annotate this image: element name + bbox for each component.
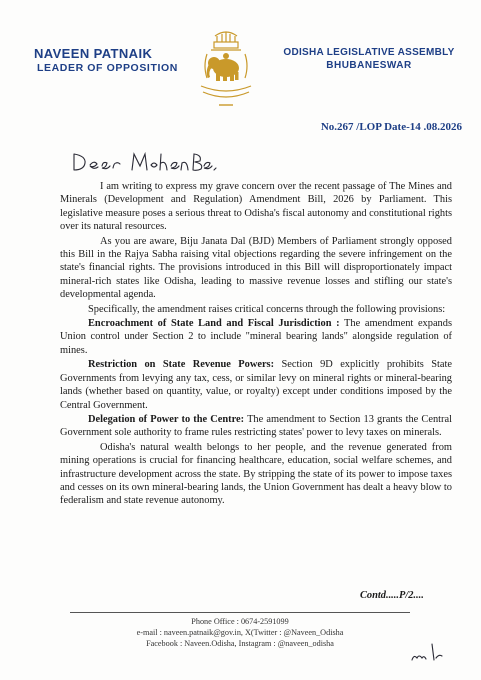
- paragraph: As you are aware, Biju Janata Dal (BJD) Members of Parliament strongly opposed this Bill in the Rajya Sabha raising vital objections regarding the severe infringement on the state's financial rights. The provisions introduced in this Bill will disproportionately impact mineral-rich states like Odisha, leading to massive revenue losses and stifling our state's developmental agenda.: [60, 235, 452, 301]
- provision-text: Section 9D explicitly prohibits State Governments from levying any tax, cess, or similar levy on mineral rights or mineral-bearing lands (whether based on quantity, value, or royalty) except under conditions imposed by the Central Government.: [60, 359, 452, 411]
- footer-phone: Phone Office : 0674-2591099: [191, 617, 289, 626]
- provision-heading: Restriction on State Revenue Powers:: [88, 359, 275, 371]
- footer-divider: [70, 612, 410, 613]
- paragraph: Specifically, the amendment raises critical concerns through the following provisions:: [88, 303, 446, 315]
- provision-text: The amendment to Section 13 grants the Central Government sole authority to frame rules restricting states' power to levy taxes on minerals.: [60, 413, 452, 439]
- provision-paragraph: [60, 358, 452, 412]
- footer-contact: [70, 616, 410, 649]
- organization-name: ODISHA LEGISLATIVE ASSEMBLY: [283, 47, 455, 58]
- odisha-emblem-icon: [193, 26, 259, 110]
- letterhead-organization: [274, 46, 464, 72]
- provision-heading: Encroachment of State Land and Fiscal Jurisdiction :: [88, 318, 340, 330]
- provision-paragraph: [60, 317, 452, 357]
- handwritten-salutation: [70, 148, 220, 176]
- letter-body: [60, 180, 452, 509]
- footer-social: Facebook : Naveen.Odisha, Instagram : @naveen_odisha: [146, 639, 334, 648]
- organization-city: BHUBANESWAR: [326, 60, 412, 71]
- provision-heading: Delegation of Power to the Centre:: [88, 413, 245, 425]
- letterhead-sender: [34, 46, 204, 75]
- provision-paragraph: [60, 413, 452, 440]
- handwritten-initials-icon: [410, 640, 444, 664]
- paragraph: I am writing to express my grave concern over the recent passage of The Mines and Minerals (Development and Regulation) Amendment Bill, 2026 by Parliament. This legislative measure poses a serious threat to Odisha's fiscal autonomy and constitutional rights over its natural resources.: [60, 181, 453, 233]
- sender-role: LEADER OF OPPOSITION: [37, 62, 178, 74]
- sender-name: NAVEEN PATNAIK: [34, 46, 153, 61]
- continuation-note: Contd.....P/2....: [360, 590, 424, 601]
- footer-email: e-mail : naveen.patnaik@gov.in, X(Twitter : @Naveen_Odisha: [136, 628, 344, 637]
- provision-text: The amendment expands Union control under Section 2 to include "mineral bearing lands" alongside regulation of mines.: [60, 318, 452, 356]
- paragraph: Odisha's natural wealth belongs to her people, and the revenue generated from mining operations is crucial for financing healthcare, education, social welfare schemes, and infrastructure development across the state. By stripping the state of its power to impose taxes and cesses on its own mineral-bearing lands, the Union Government has dealt a heavy blow to federalism and state revenue autonomy.: [60, 441, 452, 507]
- reference-number: No.267 /LOP Date-14 .08.2026: [320, 121, 462, 133]
